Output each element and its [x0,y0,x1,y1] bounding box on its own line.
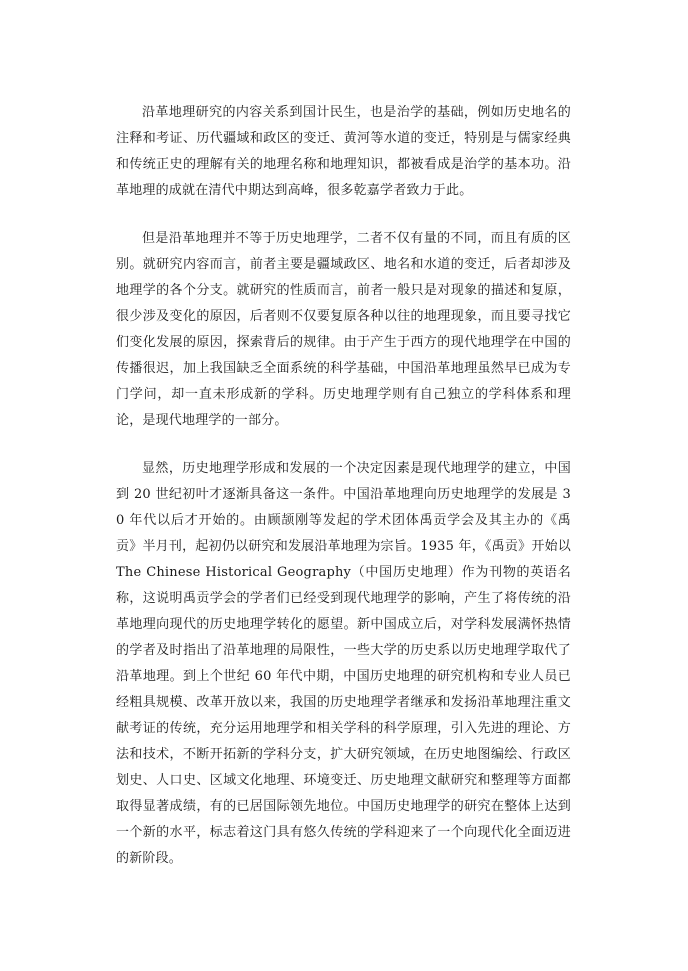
paragraph-3: 显然，历史地理学形成和发展的一个决定因素是现代地理学的建立，中国到 20 世纪初叶才逐渐具备这一条件。中国沿革地理向历史地理学的发展是 30 年代以后才开始的。由顾颉刚等发起的学术团体禹贡学会及其主办的《禹贡》半月刊，起初仍以研究和发展沿革地理为宗旨。1935 年，《禹贡》开始以 The Chinese Historical Geography（中国历史地理）作为刊物的英语名称，这说明禹贡学会的学者们已经受到现代地理学的影响，产生了将传统的沿革地理向现代的历史地理学转化的愿望。新中国成立后，对学科发展满怀热情的学者及时指出了沿革地理的局限性，一些大学的历史系以历史地理学取代了沿革地理。到上个世纪 60 年代中期，中国历史地理的研究机构和专业人员已经粗具规模、改革开放以来，我国的历史地理学者继承和发扬沿革地理注重文献考证的传统，充分运用地理学和相关学科的科学原理，引入先进的理论、方法和技术，不断开拓新的学科分支，扩大研究领域，在历史地图编绘、行政区划史、人口史、区域文化地理、环境变迁、历史地理文献研究和整理等方面都取得显著成绩，有的已居国际领先地位。中国历史地理学的研究在整体上达到一个新的水平，标志着这门具有悠久传统的学科迎来了一个向现代化全面迈进的新阶段。 [116,461,571,866]
paragraph-1: 沿革地理研究的内容关系到国计民生，也是治学的基础，例如历史地名的注释和考证、历代疆域和政区的变迁、黄河等水道的变迁，特别是与儒家经典和传统正史的理解有关的地理名称和地理知识，都被看成是治学的基本功。沿革地理的成就在清代中期达到高峰，很多乾嘉学者致力于此。 [116,105,571,198]
document-body [116,100,571,872]
paragraph-2: 但是沿革地理并不等于历史地理学，二者不仅有量的不同，而且有质的区别。就研究内容而言，前者主要是疆域政区、地名和水道的变迁，后者却涉及地理学的各个分支。就研究的性质而言，前者一般只是对现象的描述和复原，很少涉及变化的原因，后者则不仅要复原各种以往的地理现象，而且要寻找它们变化发展的原因，探索背后的规律。由于产生于西方的现代地理学在中国的传播很迟，加上我国缺乏全面系统的科学基础，中国沿革地理虽然早已成为专门学问，却一直未形成新的学科。历史地理学则有自己独立的学科体系和理论，是现代地理学的一部分。 [116,231,571,428]
